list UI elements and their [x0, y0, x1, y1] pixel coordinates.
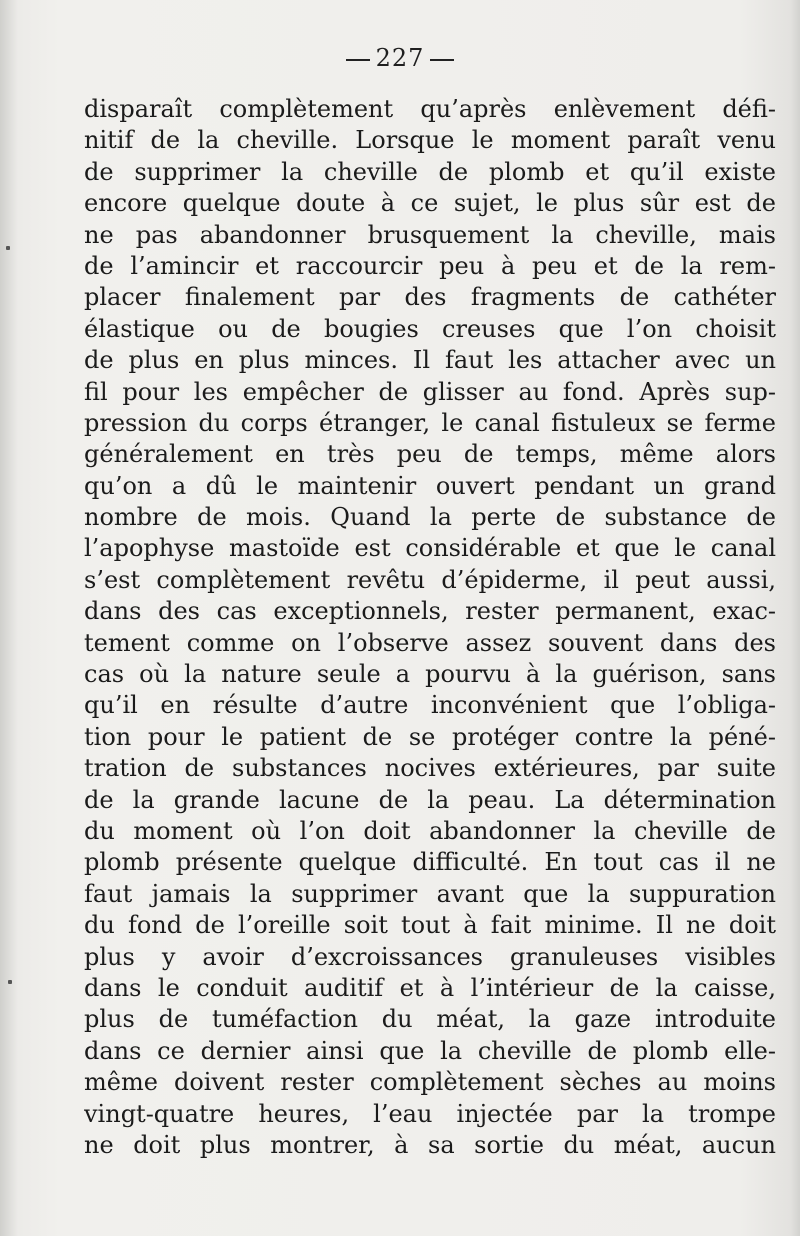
left-dash [346, 59, 370, 61]
text-line: pression du corps étranger, le canal fistuleux se ferme [84, 408, 776, 437]
text-line: cas où la nature seule a pourvu à la guérison, sans [84, 660, 776, 689]
text-line: du moment où l’on doit abandonner la cheville de [84, 816, 776, 845]
text-line: dans le conduit auditif et à l’intérieur de la caisse, [84, 973, 776, 1002]
page-number-text: 227 [375, 44, 425, 72]
text-line: du fond de l’oreille soit tout à fait minime. Il ne doit [84, 911, 776, 940]
text-line: qu’il en résulte d’autre inconvénient que l’obliga- [84, 691, 776, 720]
text-line: ne doit plus montrer, à sa sortie du méat, aucun [84, 1130, 776, 1159]
text-line: plus y avoir d’excroissances granuleuses visibles [84, 942, 776, 971]
text-line: dans des cas exceptionnels, rester permanent, exac- [84, 597, 776, 626]
text-line: de l’amincir et raccourcir peu à peu et de la rem- [84, 251, 776, 280]
text-line: dans ce dernier ainsi que la cheville de plomb elle- [84, 1036, 776, 1065]
text-line: nombre de mois. Quand la perte de substance de [84, 503, 776, 532]
text-line: généralement en très peu de temps, même alors [84, 440, 776, 469]
page-number [0, 44, 800, 72]
text-line: faut jamais la supprimer avant que la suppuration [84, 879, 776, 908]
text-line: fil pour les empêcher de glisser au fond. Après sup- [84, 377, 776, 406]
text-line: ne pas abandonner brusquement la cheville, mais [84, 220, 776, 249]
text-line: qu’on a dû le maintenir ouvert pendant un grand [84, 471, 776, 500]
text-line: l’apophyse mastoïde est considérable et que le canal [84, 534, 776, 563]
text-line: tement comme on l’observe assez souvent dans des [84, 628, 776, 657]
text-line: disparaît complètement qu’après enlèvement défi- [84, 95, 776, 123]
text-line: de plus en plus minces. Il faut les attacher avec un [84, 346, 776, 375]
text-line: de la grande lacune de la peau. La détermination [84, 785, 776, 814]
margin-speck [6, 246, 10, 250]
text-line: vingt-quatre heures, l’eau injectée par la trompe [84, 1099, 776, 1128]
right-dash [430, 59, 454, 61]
text-line: même doivent rester complètement sèches au moins [84, 1068, 776, 1097]
text-line: de supprimer la cheville de plomb et qu’il existe [84, 157, 776, 186]
body-text [84, 94, 776, 1161]
text-line: encore quelque doute à ce sujet, le plus sûr est de [84, 189, 776, 218]
text-line: élastique ou de bougies creuses que l’on choisit [84, 314, 776, 343]
text-line: tration de substances nocives extérieures, par suite [84, 754, 776, 783]
text-line: s’est complètement revêtu d’épiderme, il peut aussi, [84, 565, 776, 594]
text-line: placer finalement par des fragments de cathéter [84, 283, 776, 312]
margin-speck [8, 980, 12, 984]
text-line: plomb présente quelque difficulté. En tout cas il ne [84, 848, 776, 877]
text-line: nitif de la cheville. Lorsque le moment paraît venu [84, 126, 776, 155]
text-line: tion pour le patient de se protéger contre la péné- [84, 722, 776, 751]
text-line: plus de tuméfaction du méat, la gaze introduite [84, 1005, 776, 1034]
